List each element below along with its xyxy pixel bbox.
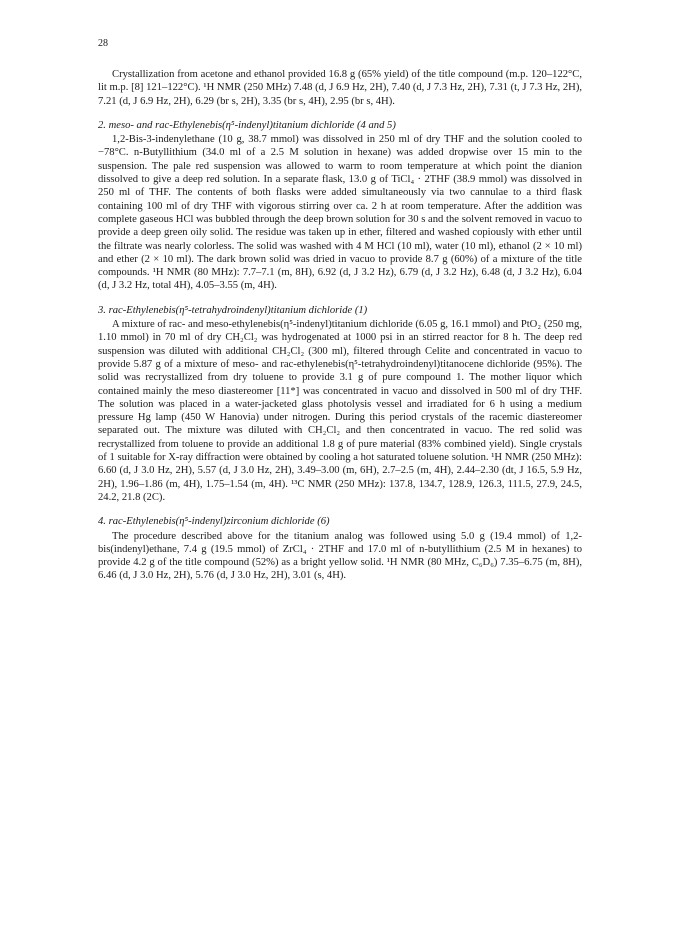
page-number: 28 (98, 38, 108, 49)
section-body: A mixture of rac- and meso-ethylenebis(η⁵-indenyl)titanium dichloride (6.05 g, 16.1 mmol) and PtO₂ (250 mg, 1.10 mmol) in 70 ml of dry CH₂Cl₂ was hydrogenated at 1000 psi in an stirred reactor for 8 h. The deep red suspension was diluted with additional CH₂Cl₂ (300 ml), filtered through Celite and concentrated in vacuo to provide 5.87 g of a mixture of meso- and rac-ethylenebis(η⁵-tetrahydroindenyl)titanocene dichloride (95%). The solid was recrystallized from dry toluene to provide 3.1 g of pure compound 1. The mother liquor which contained mainly the meso diastereomer [11*] was concentrated in vacuo and dissolved in 500 ml of dry THF. The solution was placed in a water-jacketed glass photolysis vessel and irradiated for 6 h using a medium pressure Hg lamp (450 W Hanovia) under nitrogen. During this period crystals of the racemic diastereomer separated out. The mixture was diluted with CH₂Cl₂ and then concentrated in vacuo. The red solid was recrystallized from toluene to provide an additional 1.8 g of pure material (83% combined yield). Single crystals of 1 suitable for X-ray diffraction were obtained by cooling a hot saturated toluene solution. ¹H NMR (250 MHz): 6.60 (d, J 3.0 Hz, 2H), 5.57 (d, J 3.0 Hz, 2H), 3.49–3.00 (m, 6H), 2.7–2.5 (m, 4H), 2.44–2.30 (dt, J 16.5, 5.9 Hz, 2H), 1.96–1.86 (m, 4H), 1.75–1.54 (m, 4H). ¹³C NMR (250 MHz): 137.8, 134.7, 128.9, 126.3, 111.5, 27.9, 24.5, 24.2, 21.8 (2C). (98, 319, 582, 503)
section-heading: 3. rac-Ethylenebis(η⁵-tetrahydroindenyl)titanium dichloride (1) (98, 304, 368, 316)
section-heading: 4. rac-Ethylenebis(η⁵-indenyl)zirconium dichloride (6) (98, 516, 330, 528)
section-body: The procedure described above for the titanium analog was followed using 5.0 g (19.4 mmol) of 1,2-bis(indenyl)ethane, 7.4 g (19.5 mmol) of ZrCl₄ · 2THF and 17.0 ml of n-butyllithium (2.5 M in hexanes) to provide 4.2 g of the title compound (52%) as a bright yellow solid. ¹H NMR (80 MHz, C₆D₆) 7.35–6.75 (m, 8H), 6.46 (d, J 3.0 Hz, 2H), 5.76 (d, J 3.0 Hz, 2H), 3.01 (s, 4H). (98, 530, 582, 582)
section-heading: 2. meso- and rac-Ethylenebis(η⁵-indenyl)titanium dichloride (4 and 5) (98, 119, 396, 131)
article-body (98, 68, 582, 583)
section-2 (98, 119, 582, 293)
section-3 (98, 304, 582, 504)
section-body: 1,2-Bis-3-indenylethane (10 g, 38.7 mmol) was dissolved in 250 ml of dry THF and the solution cooled to −78°C. n-Butyllithium (34.0 ml of a 2.5 M solution in hexane) was added dropwise over 15 min to the suspension. The pale red suspension was allowed to warm to room temperature at which point the dianion dissolved to give a deep red solution. In a separate flask, 13.0 g of TiCl₄ · 2THF (38.9 mmol) was dissolved in 250 ml of THF. The contents of both flasks were added simultaneously via two cannulae to a third flask containing 100 ml of dry THF with vigorous stirring over ca. 2 h at room temperature. After the addition was complete gaseous HCl was bubbled through the deep brown solution for 30 s and the solvent removed in vacuo to provide a deep green oily solid. The residue was taken up in ether, filtered and washed copiously with ether until the filtrate was nearly colorless. The solid was washed with 4 M HCl (10 ml), water (10 ml), ethanol (2 × 10 ml) and ether (2 × 10 ml). The dark brown solid was dried in vacuo to provide 8.7 g (60%) of a mixture of the title compounds. ¹H NMR (80 MHz): 7.7–7.1 (m, 8H), 6.92 (d, J 3.2 Hz), 6.79 (d, J 3.2 Hz), 6.48 (d, J 3.2 Hz), 6.04 (d, J 3.2 Hz, total 4H), 4.05–3.55 (m, 4H). (98, 134, 582, 292)
section-4 (98, 515, 582, 582)
intro-paragraph: Crystallization from acetone and ethanol provided 16.8 g (65% yield) of the title compound (m.p. 120–122°C, lit m.p. [8] 121–122°C). ¹H NMR (250 MHz) 7.48 (d, J 6.9 Hz, 2H), 7.40 (d, J 7.3 Hz, 2H), 7.31 (t, J 7.3 Hz, 2H), 7.21 (d, J 6.9 Hz, 2H), 6.29 (br s, 2H), 3.35 (br s, 4H), 2.95 (br s, 4H). (98, 69, 582, 107)
